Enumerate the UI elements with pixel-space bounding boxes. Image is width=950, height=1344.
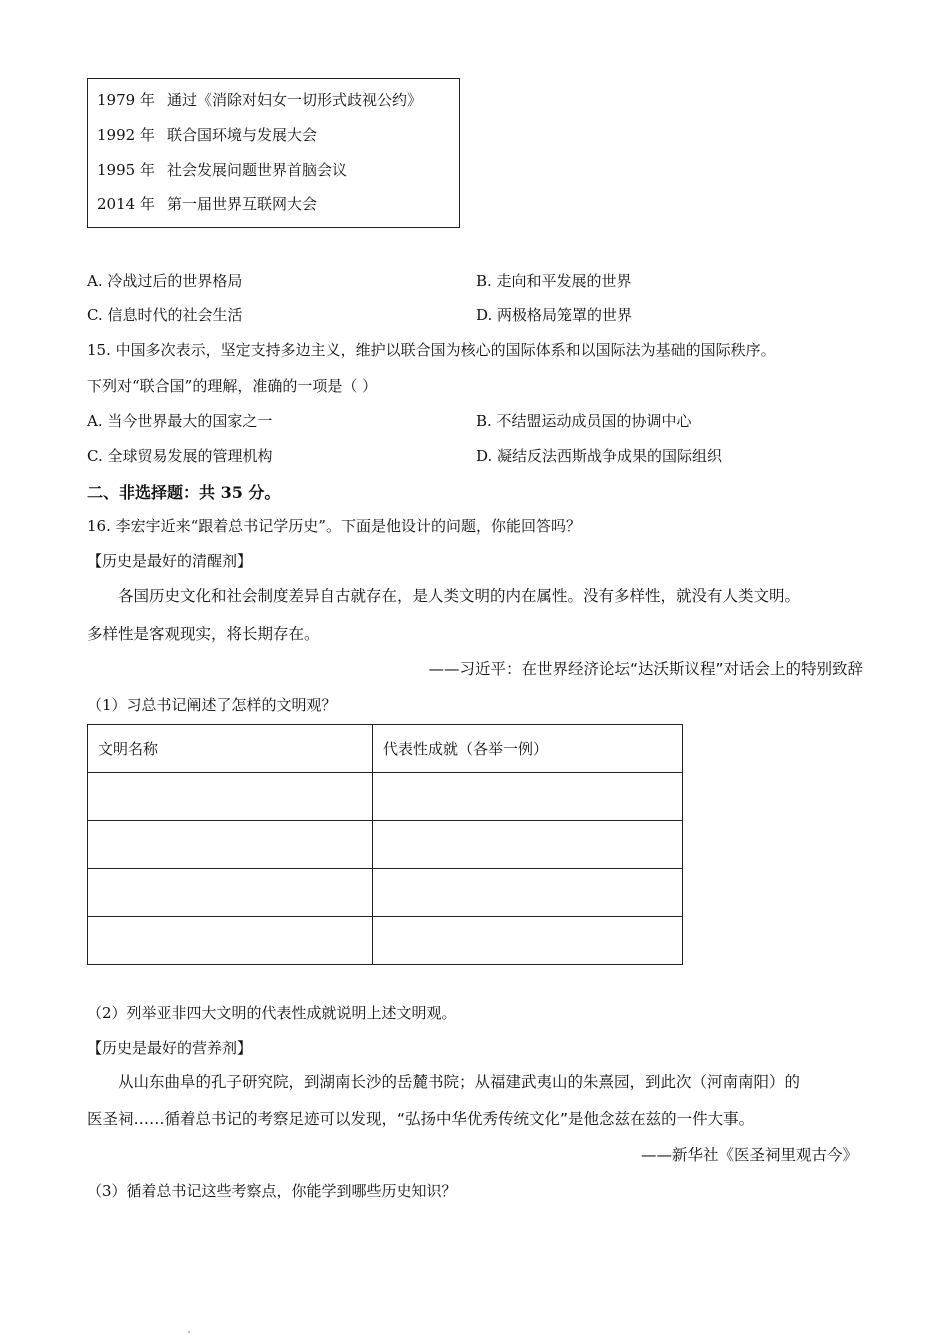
table-row: [88, 821, 683, 869]
table-header-row: [88, 725, 683, 773]
quote1-line2: 多样性是客观现实，将长期存在。: [87, 625, 320, 643]
table-cell[interactable]: [88, 821, 373, 869]
table-row: [88, 773, 683, 821]
event-text: 通过《消除对妇女一切形式歧视公约》: [167, 91, 423, 109]
quote1-source: ——习近平：在世界经济论坛“达沃斯议程”对话会上的特别致辞: [428, 660, 863, 678]
table-cell[interactable]: [373, 869, 683, 917]
section-heading: 二、非选择题：共 35 分。: [87, 483, 281, 502]
q14-option-c: C. 信息时代的社会生活: [87, 306, 243, 324]
q16-intro: 16. 李宏宇近来“跟着总书记学历史”。下面是他设计的问题，你能回答吗？: [87, 517, 581, 535]
q15-stem-line1: 15. 中国多次表示，坚定支持多边主义，维护以联合国为核心的国际体系和以国际法为基础的国际秩序。: [87, 341, 776, 359]
q15-stem-line2: 下列对“联合国”的理解，准确的一项是（ ）: [87, 377, 378, 395]
q14-option-a: A. 冷战过后的世界格局: [87, 272, 243, 290]
event-row: [97, 159, 347, 180]
table-cell[interactable]: [88, 773, 373, 821]
scan-mark: [188, 1331, 190, 1333]
table-cell[interactable]: [373, 821, 683, 869]
events-box: [87, 78, 460, 228]
q14-option-d: D. 两极格局笼罩的世界: [476, 306, 633, 324]
q15-option-b: B. 不结盟运动成员国的协调中心: [476, 412, 692, 430]
event-row: [97, 124, 317, 145]
quote2-source: ——新华社《医圣祠里观古今》: [640, 1146, 858, 1164]
q14-option-b: B. 走向和平发展的世界: [476, 272, 632, 290]
sub-question-1: （1）习总书记阐述了怎样的文明观？: [87, 696, 337, 714]
event-year: 1995 年: [97, 161, 155, 179]
event-row: [97, 193, 317, 214]
civilization-table: [87, 724, 683, 965]
table-cell[interactable]: [88, 917, 373, 965]
q15-option-c: C. 全球贸易发展的管理机构: [87, 447, 273, 465]
table-header-cell: 文明名称: [88, 725, 373, 773]
part2-title: 【历史是最好的营养剂】: [87, 1039, 253, 1057]
table-row: [88, 869, 683, 917]
event-year: 1979 年: [97, 91, 155, 109]
event-year: 1992 年: [97, 126, 155, 144]
part1-title: 【历史是最好的清醒剂】: [87, 552, 253, 570]
quote1-line1: 各国历史文化和社会制度差异自古就存在，是人类文明的内在属性。没有多样性，就没有人类文明。: [118, 587, 801, 605]
q15-option-d: D. 凝结反法西斯战争成果的国际组织: [476, 447, 723, 465]
quote2-line1: 从山东曲阜的孔子研究院，到湖南长沙的岳麓书院；从福建武夷山的朱熹园，到此次（河南南阳）的: [118, 1073, 801, 1091]
quote2-line2: 医圣祠……循着总书记的考察足迹可以发现，“弘扬中华优秀传统文化”是他念兹在兹的一件大事。: [87, 1110, 755, 1128]
event-year: 2014 年: [97, 195, 155, 213]
q15-option-a: A. 当今世界最大的国家之一: [87, 412, 273, 430]
table-cell[interactable]: [373, 917, 683, 965]
sub-question-3: （3）循着总书记这些考察点，你能学到哪些历史知识？: [87, 1182, 457, 1200]
sub-question-2: （2）列举亚非四大文明的代表性成就说明上述文明观。: [87, 1004, 457, 1022]
event-text: 联合国环境与发展大会: [167, 126, 318, 144]
event-text: 第一届世界互联网大会: [167, 195, 318, 213]
table-header-cell: 代表性成就（各举一例）: [373, 725, 683, 773]
event-text: 社会发展问题世界首脑会议: [167, 161, 348, 179]
table-cell[interactable]: [373, 773, 683, 821]
table-row: [88, 917, 683, 965]
event-row: [97, 89, 422, 110]
table-cell[interactable]: [88, 869, 373, 917]
